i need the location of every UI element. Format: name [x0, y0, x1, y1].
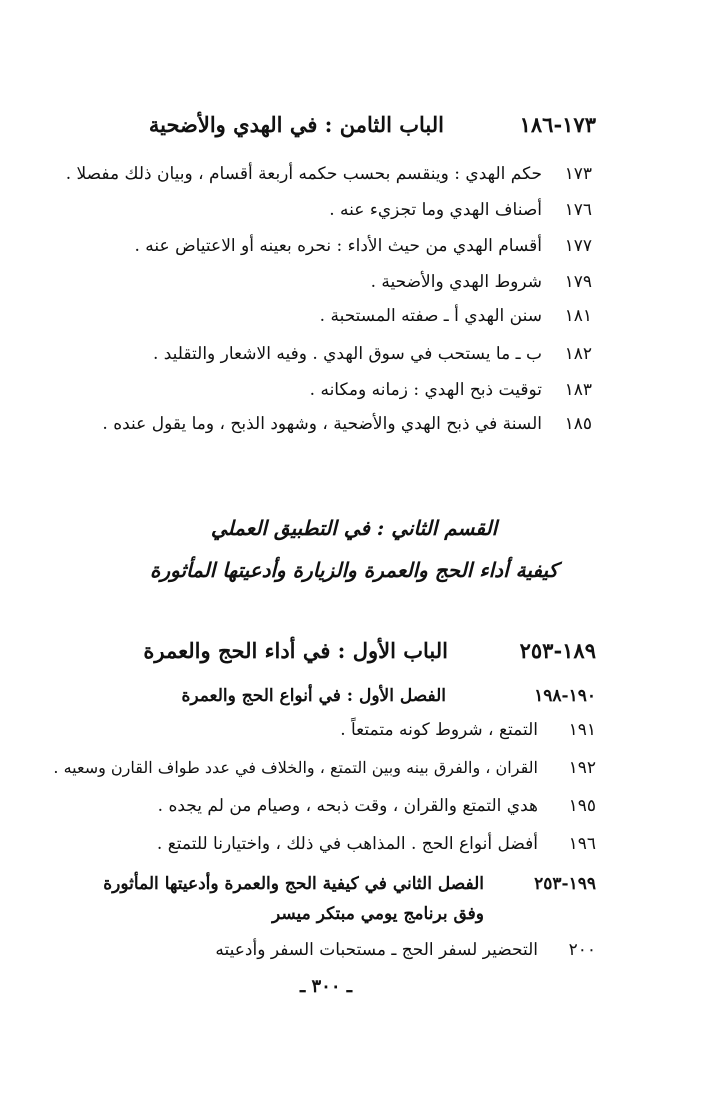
section-title: الفصل الثاني في كيفية الحج والعمرة وأدعيتها المأثورة	[103, 874, 484, 894]
entry-text: القران ، والفرق بينه وبين التمتع ، والخلاف في عدد طواف القارن وسعيه .	[53, 758, 538, 777]
section-page-range: ١٩٠-١٩٨	[534, 686, 596, 706]
entry-page-number: ١٩١	[568, 720, 596, 740]
section-title: الفصل الأول : في أنواع الحج والعمرة	[181, 686, 446, 706]
entry-page-number: ١٧٣	[564, 164, 592, 184]
entry-text: سنن الهدي أ ـ صفته المستحبة .	[319, 306, 542, 326]
entry-text: أقسام الهدي من حيث الأداء : نحره بعينه أو الاعتياض عنه .	[134, 236, 542, 256]
section-page-range: ١٩٩-٢٥٣	[534, 874, 596, 894]
entry-page-number: ١٨١	[564, 306, 592, 326]
entry-page-number: ١٩٢	[568, 758, 596, 778]
chapter-1-page-range: ١٨٩-٢٥٣	[519, 638, 596, 663]
entry-text: ب ـ ما يستحب في سوق الهدي . وفيه الاشعار والتقليد .	[152, 344, 542, 364]
entry-text: السنة في ذبح الهدي والأضحية ، وشهود الذبح ، وما يقول عنده .	[102, 414, 542, 434]
entry-text: أصناف الهدي وما تجزيء عنه .	[329, 200, 542, 220]
entry-page-number: ١٩٦	[568, 834, 596, 854]
section-2-subtitle: كيفية أداء الحج والعمرة والزيارة وأدعيتها المأثورة	[149, 558, 559, 582]
entry-text: توقيت ذبح الهدي : زمانه ومكانه .	[309, 380, 542, 400]
entry-page-number: ١٩٥	[568, 796, 596, 816]
entry-text: شروط الهدي والأضحية .	[370, 272, 542, 292]
entry-page-number: ١٨٢	[564, 344, 592, 364]
chapter-1-title: الباب الأول : في أداء الحج والعمرة	[143, 638, 448, 663]
entry-text: أفضل أنواع الحج . المذاهب في ذلك ، واختيارنا للتمتع .	[156, 834, 538, 854]
section-title-line-2: وفق برنامج يومي مبتكر ميسر	[272, 904, 484, 924]
entry-text: التمتع ، شروط كونه متمتعاً .	[340, 720, 538, 740]
entry-page-number: ١٧٧	[564, 236, 592, 256]
page-number: ـ ٣٠٠ ـ	[299, 976, 353, 997]
entry-page-number: ٢٠٠	[568, 940, 596, 960]
entry-text: حكم الهدي : وينقسم بحسب حكمه أربعة أقسام ، وبيان ذلك مفصلا .	[65, 164, 542, 184]
entry-page-number: ١٧٦	[564, 200, 592, 220]
chapter-8-title: الباب الثامن : في الهدي والأضحية	[148, 112, 444, 137]
entry-page-number: ١٧٩	[564, 272, 592, 292]
chapter-8-page-range: ١٧٣-١٨٦	[519, 112, 596, 137]
entry-page-number: ١٨٥	[564, 414, 592, 434]
entry-text: هدي التمتع والقران ، وقت ذبحه ، وصيام من لم يجده .	[157, 796, 538, 816]
entry-page-number: ١٨٣	[564, 380, 592, 400]
section-2-title: القسم الثاني : في التطبيق العملي	[210, 516, 498, 540]
entry-text: التحضير لسفر الحج ـ مستحبات السفر وأدعيته	[215, 940, 538, 960]
